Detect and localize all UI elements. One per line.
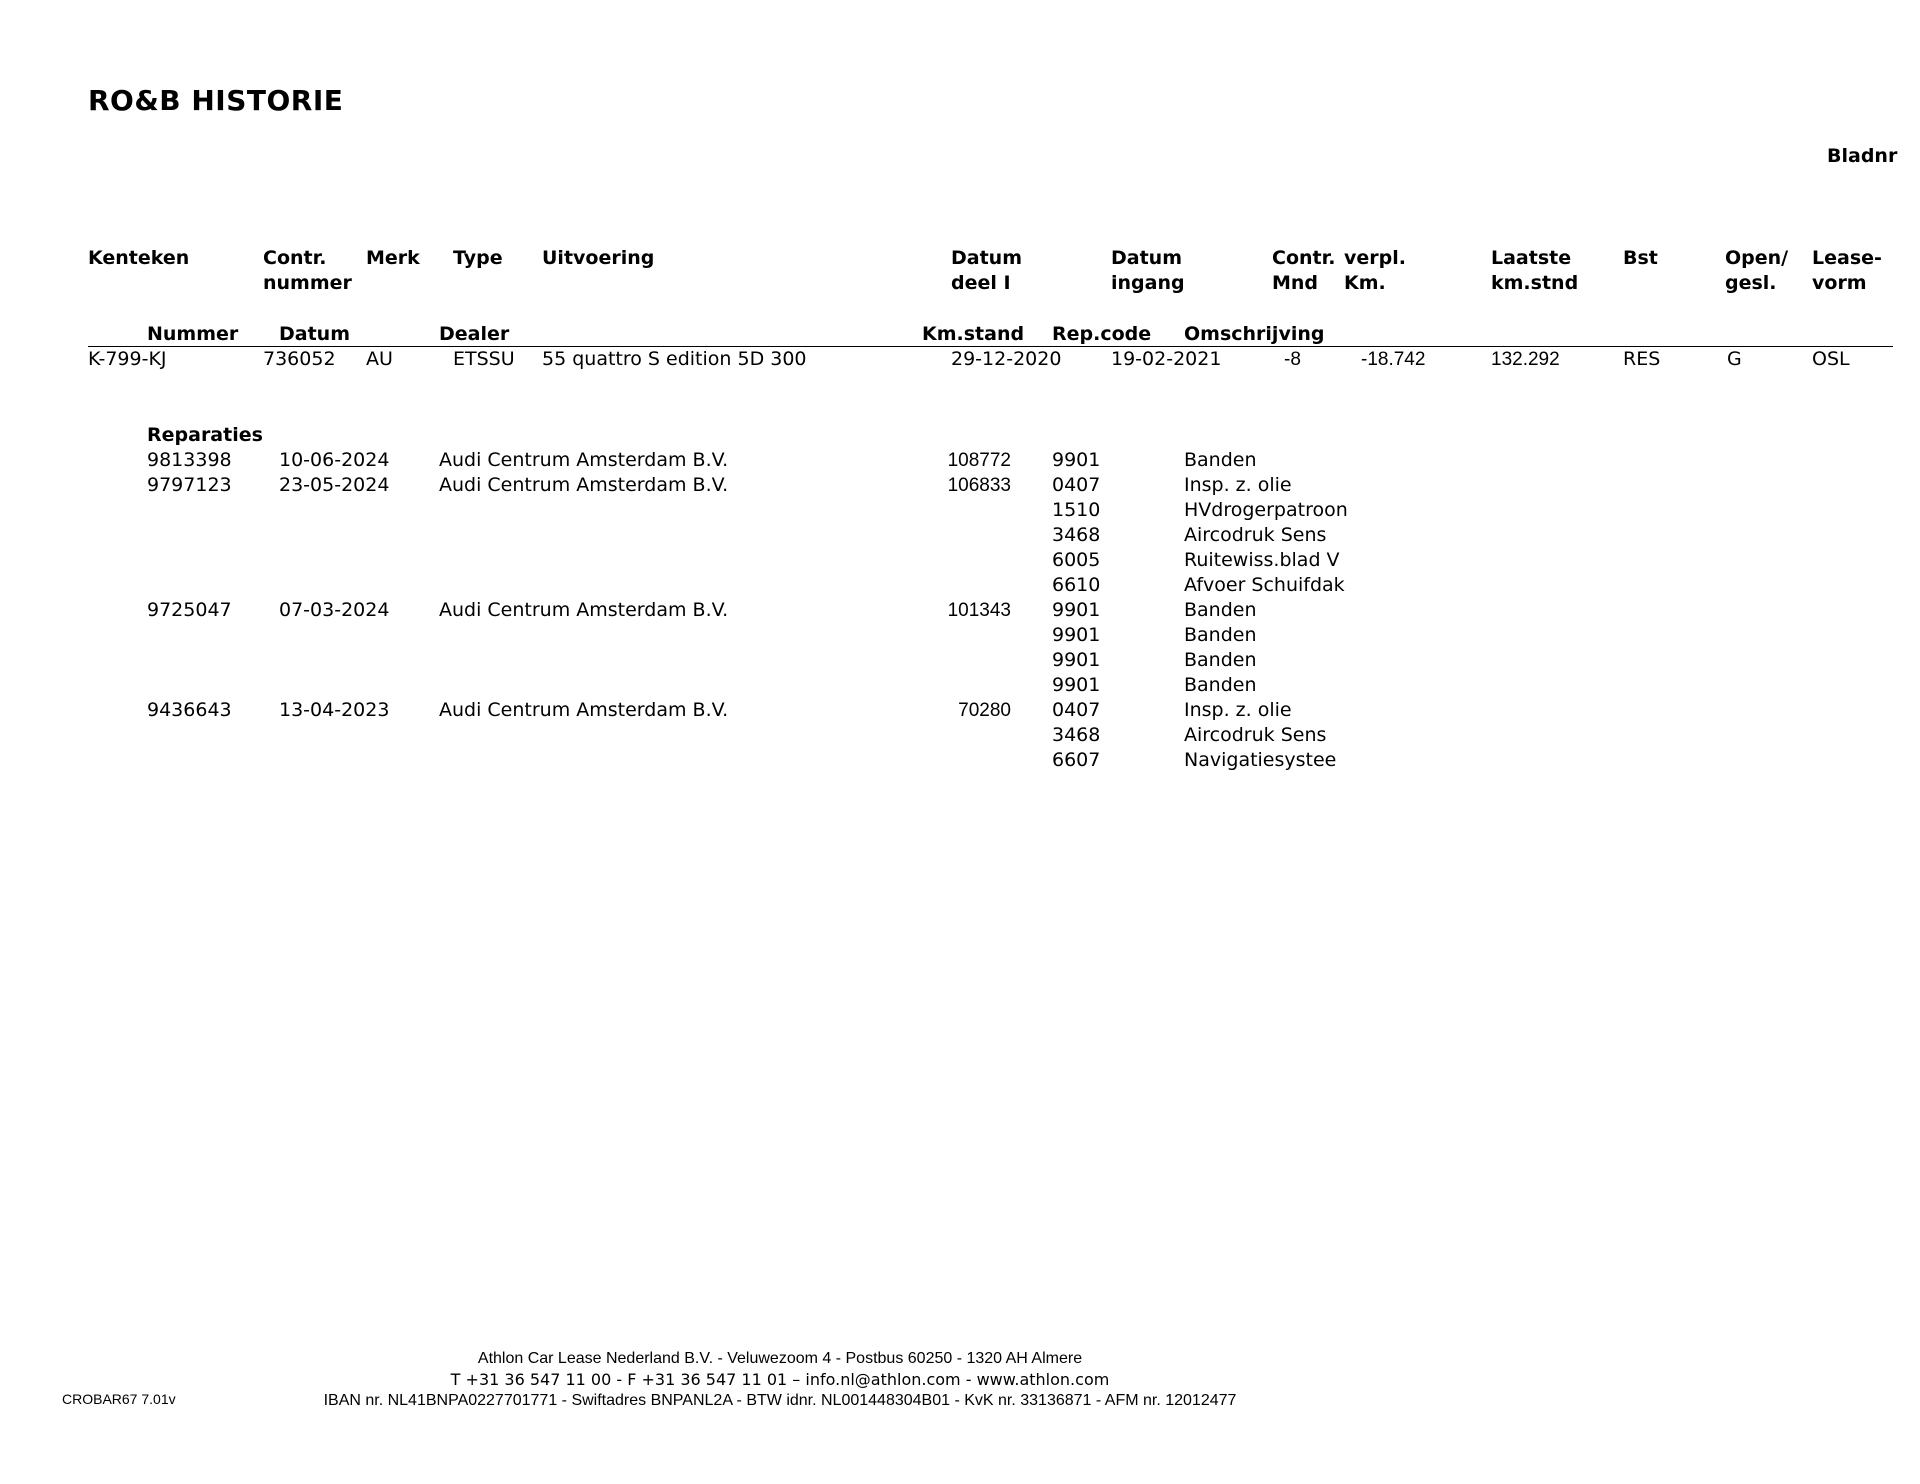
subheader-km-stand: Km.stand (922, 323, 1025, 345)
repair-dealer: Audi Centrum Amsterdam B.V. (439, 449, 729, 471)
repair-omschrijving: Banden (1184, 624, 1257, 646)
repair-nummer: 9725047 (147, 599, 232, 621)
vehicle-verpl-km: -18.742 (1361, 349, 1426, 370)
repair-dealer: Audi Centrum Amsterdam B.V. (439, 599, 729, 621)
repair-km: 106833 (947, 475, 1011, 496)
page-title: RO&B HISTORIE (88, 84, 344, 117)
vehicle-lease-vorm: OSL (1812, 348, 1850, 370)
repair-code: 9901 (1052, 624, 1101, 646)
repair-omschrijving: Aircodruk Sens (1184, 724, 1327, 746)
header-datum-ingang: Datum ingang (1111, 247, 1185, 294)
vehicle-uitvoering: 55 quattro S edition 5D 300 (542, 348, 807, 370)
repair-code: 3468 (1052, 724, 1101, 746)
repair-omschrijving: Banden (1184, 599, 1257, 621)
header-type: Type (453, 247, 503, 269)
header-uitvoering: Uitvoering (542, 247, 655, 269)
header-verpl-km: verpl. Km. (1344, 247, 1406, 294)
vehicle-type: ETSSU (453, 348, 515, 370)
repair-km: 70280 (958, 700, 1011, 721)
repair-code: 1510 (1052, 499, 1101, 521)
repair-omschrijving: Afvoer Schuifdak (1184, 574, 1345, 596)
repair-nummer: 9436643 (147, 699, 232, 721)
subheader-nummer: Nummer (147, 323, 239, 345)
repair-km: 101343 (947, 600, 1011, 621)
repair-omschrijving: Ruitewiss.blad V (1184, 549, 1340, 571)
repair-omschrijving: Banden (1184, 649, 1257, 671)
header-open-gesl: Open/ gesl. (1725, 247, 1789, 294)
repair-datum: 10-06-2024 (279, 449, 390, 471)
repair-datum: 07-03-2024 (279, 599, 390, 621)
footer-line-1: Athlon Car Lease Nederland B.V. - Veluwezoom 4 - Postbus 60250 - 1320 AH Almere (477, 1350, 1083, 1367)
bladnr-label: Bladnr (1827, 145, 1898, 167)
repair-omschrijving: Banden (1184, 449, 1257, 471)
repair-code: 0407 (1052, 699, 1101, 721)
repair-omschrijving: Navigatiesystee (1184, 749, 1337, 771)
repair-km: 108772 (947, 450, 1011, 471)
vehicle-contr-mnd: -8 (1284, 349, 1301, 370)
vehicle-contr-nummer: 736052 (263, 348, 336, 370)
repair-omschrijving: Insp. z. olie (1184, 474, 1292, 496)
header-lease-vorm: Lease- vorm (1812, 247, 1882, 294)
repair-omschrijving: HVdrogerpatroon (1184, 499, 1348, 521)
vehicle-datum-deel: 29-12-2020 (951, 348, 1062, 370)
header-laatste-km: Laatste km.stnd (1491, 247, 1579, 294)
subheader-rep-code: Rep.code (1052, 323, 1152, 345)
header-bst: Bst (1623, 247, 1658, 269)
repair-code: 0407 (1052, 474, 1101, 496)
repair-code: 6607 (1052, 749, 1101, 771)
repair-code: 9901 (1052, 449, 1101, 471)
form-code: CROBAR67 7.01v (62, 1391, 176, 1407)
repair-omschrijving: Insp. z. olie (1184, 699, 1292, 721)
vehicle-open-gesl: G (1727, 348, 1742, 370)
repair-code: 6610 (1052, 574, 1101, 596)
repair-code: 6005 (1052, 549, 1101, 571)
header-datum-deel: Datum deel I (951, 247, 1022, 294)
vehicle-kenteken: K-799-KJ (88, 348, 167, 370)
vehicle-merk: AU (366, 348, 393, 370)
repair-dealer: Audi Centrum Amsterdam B.V. (439, 699, 729, 721)
subheader-datum: Datum (279, 323, 350, 345)
repair-omschrijving: Banden (1184, 674, 1257, 696)
repair-dealer: Audi Centrum Amsterdam B.V. (439, 474, 729, 496)
repair-nummer: 9813398 (147, 449, 232, 471)
subheader-dealer: Dealer (439, 323, 510, 345)
header-contr-mnd: Contr. Mnd (1272, 247, 1336, 294)
vehicle-bst: RES (1623, 348, 1661, 370)
repair-code: 9901 (1052, 649, 1101, 671)
footer-line-3: IBAN nr. NL41BNPA0227701771 - Swiftadres BNPANL2A - BTW idnr. NL001448304B01 - KvK nr. 33136871 - AFM nr. 12012477 (323, 1392, 1237, 1409)
repair-datum: 13-04-2023 (279, 699, 390, 721)
repair-nummer: 9797123 (147, 474, 232, 496)
repair-datum: 23-05-2024 (279, 474, 390, 496)
vehicle-laatste-km: 132.292 (1491, 349, 1560, 370)
footer-line-2: T +31 36 547 11 00 - F +31 36 547 11 01 – info.nl@athlon.com - www.athlon.com (450, 1370, 1110, 1389)
repair-omschrijving: Aircodruk Sens (1184, 524, 1327, 546)
repair-code: 3468 (1052, 524, 1101, 546)
reparaties-label: Reparaties (147, 424, 263, 446)
vehicle-datum-ingang: 19-02-2021 (1111, 348, 1222, 370)
header-merk: Merk (366, 247, 420, 269)
header-kenteken: Kenteken (88, 247, 190, 269)
repair-code: 9901 (1052, 674, 1101, 696)
header-contr-nummer: Contr. nummer (263, 247, 352, 294)
subheader-omschrijving: Omschrijving (1184, 323, 1325, 345)
repair-code: 9901 (1052, 599, 1101, 621)
